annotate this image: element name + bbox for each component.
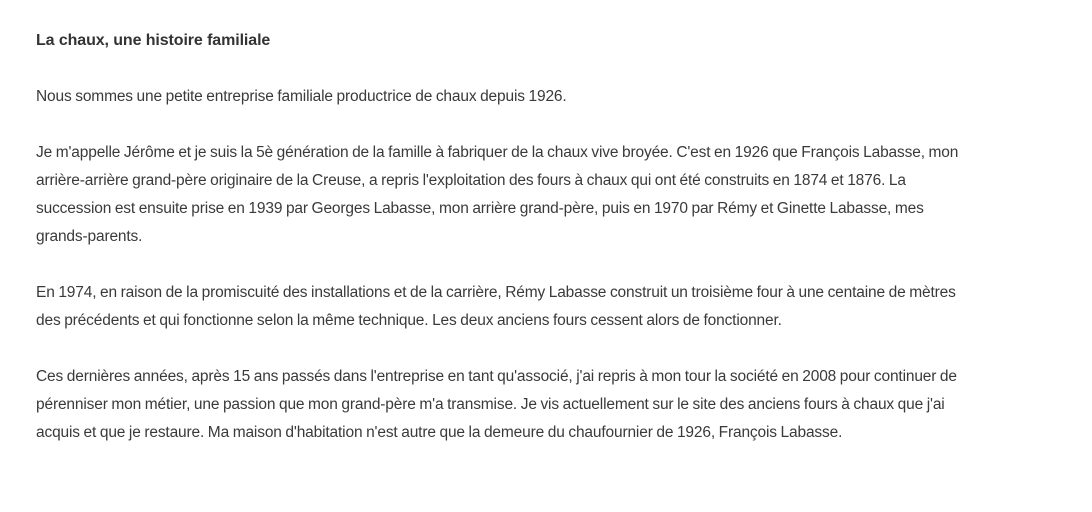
paragraph-family-history: Je m'appelle Jérôme et je suis la 5è génération de la famille à fabriquer de la chaux vive broyée. C'est en 1926 que François Labasse, mon arrière-arrière grand-père originaire de la Creuse, a repris l'exploitation des fours à chaux qui ont été construits en 1874 et 1876. La succession est ensuite prise en 1939 par Georges Labasse, mon arrière grand-père, puis en 1970 par Rémy et Ginette Labasse, mes grands-parents.	[36, 144, 959, 245]
paragraph-new-kiln: En 1974, en raison de la promiscuité des installations et de la carrière, Rémy Labasse construit un troisième four à une centaine de mètres des précédents et qui fonctionne selon la même technique. Les deux anciens fours cessent alors de fonctionner.	[36, 284, 956, 329]
article-section	[36, 27, 976, 447]
paragraph-recent-years: Ces dernières années, après 15 ans passés dans l'entreprise en tant qu'associé, j'ai repris à mon tour la société en 2008 pour continuer de pérenniser mon métier, une passion que mon grand-père m'a transmise. Je vis actuellement sur le site des anciens fours à chaux que j'ai acquis et que je restaure. Ma maison d'habitation n'est autre que la demeure du chaufournier de 1926, François Labasse.	[36, 368, 957, 441]
paragraph-intro: Nous sommes une petite entreprise familiale productrice de chaux depuis 1926.	[36, 88, 567, 105]
section-title: La chaux, une histoire familiale	[36, 32, 271, 49]
